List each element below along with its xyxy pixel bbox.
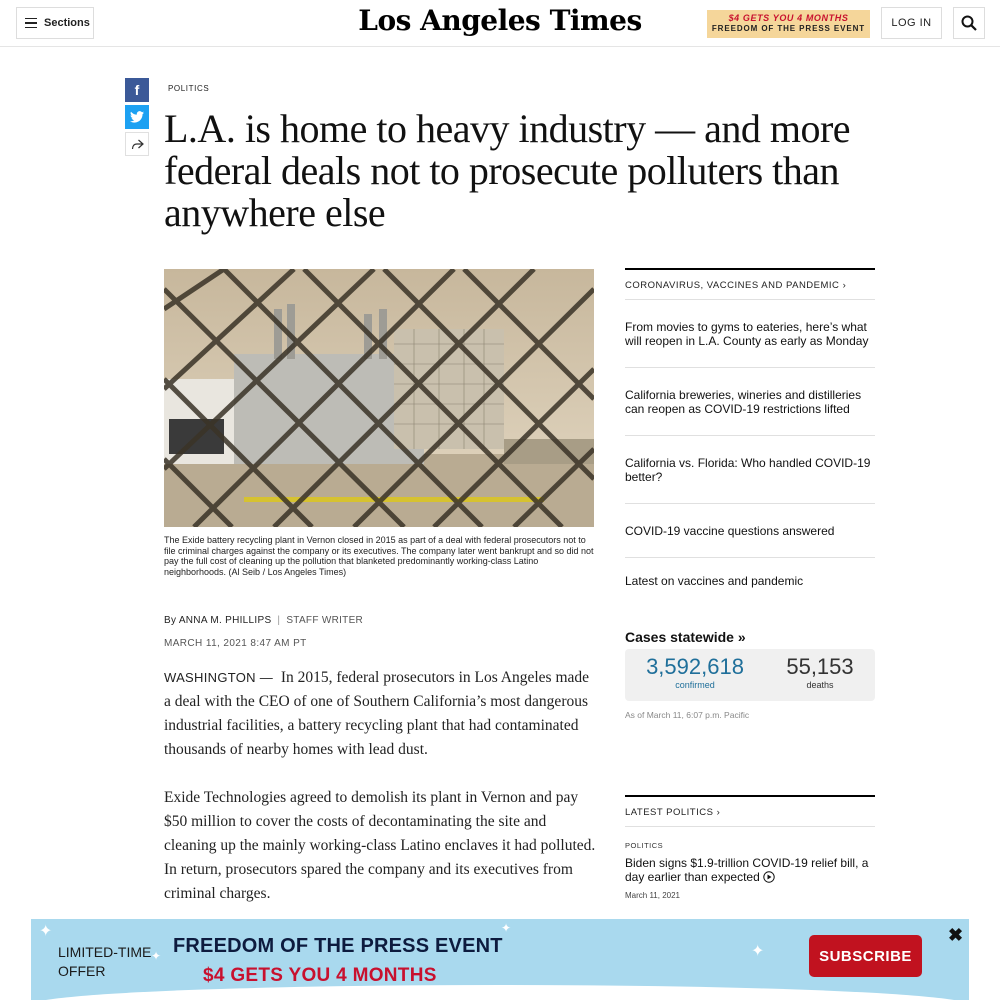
byline-prefix: By [164, 615, 177, 626]
author-link[interactable]: ANNA M. PHILLIPS [178, 615, 272, 626]
hamburger-icon [25, 18, 37, 29]
sections-button[interactable] [16, 7, 94, 39]
subscribe-button[interactable]: SUBSCRIBE [809, 935, 922, 977]
facebook-icon: f [134, 82, 140, 98]
article-photo [164, 269, 594, 527]
covid-heading[interactable]: CORONAVIRUS, VACCINES AND PANDEMIC › [625, 270, 875, 300]
star-decoration: ✦ [501, 921, 512, 935]
covid-link[interactable]: California breweries, wineries and distilleries can reopen as COVID-19 restrictions lifted [625, 368, 875, 436]
covid-link[interactable]: Latest on vaccines and pandemic [625, 574, 804, 588]
star-decoration: ✦ [751, 943, 765, 960]
latest-item-date: March 11, 2021 [625, 891, 680, 900]
limited-offer-label: LIMITED-TIME OFFER [58, 944, 152, 979]
article-headline: L.A. is home to heavy industry — and more federal deals not to prosecute polluters than anywhere else [164, 106, 851, 235]
covid-link[interactable]: California vs. Florida: Who handled COVID-19 better? [625, 436, 875, 504]
masthead-logo[interactable]: Los Angeles Times [358, 4, 642, 37]
banner-headline: FREEDOM OF THE PRESS EVENT [173, 935, 503, 957]
cases-stats-box [625, 649, 875, 701]
confirmed-stat [645, 655, 745, 690]
star-decoration: ✦ [39, 923, 53, 940]
author-role: STAFF WRITER [286, 615, 364, 626]
promo-line-1: $4 GETS YOU 4 MONTHS [728, 13, 849, 23]
confirmed-value: 3,592,618 [646, 654, 744, 679]
article-paragraph [164, 666, 596, 762]
article-paragraph: Exide Technologies agreed to demolish its plant in Vernon and pay $50 million to cover the costs of decontaminating the site and cleaning up the mainly working-class Latino enclaves it had polluted. In return, prosecutors spared the company and its executives from criminal charges. [164, 789, 596, 902]
publish-date: MARCH 11, 2021 8:47 AM PT [164, 638, 307, 649]
covid-link[interactable]: COVID-19 vaccine questions answered [625, 504, 875, 558]
close-icon[interactable]: ✖ [948, 925, 964, 945]
star-decoration: ✦ [151, 949, 162, 963]
share-arrow-icon [131, 139, 144, 150]
cases-statewide-link[interactable]: Cases statewide » [625, 629, 746, 645]
byline [164, 615, 363, 626]
search-icon [961, 15, 977, 31]
share-button[interactable] [125, 132, 149, 156]
covid-link[interactable]: From movies to gyms to eateries, here’s what will reopen in L.A. County as early as Monday [625, 300, 875, 368]
chevron-right-icon: › [716, 807, 721, 818]
promo-line-2: FREEDOM OF THE PRESS EVENT [711, 24, 866, 33]
deaths-label: deaths [806, 680, 834, 690]
photo-caption: The Exide battery recycling plant in Vernon closed in 2015 as part of a deal with federal prosecutors not to file criminal charges against the company or its executives. The company later went bankrupt and so did not pay the full cost of cleaning up the pollution that blanketed predominantly working-class Latino neighborhoods. (Al Seib / Los Angeles Times) [164, 535, 594, 577]
latest-item-title[interactable]: Biden signs $1.9-trillion COVID-19 relief bill, a day earlier than expected [625, 856, 869, 884]
latest-politics-heading[interactable]: LATEST POLITICS › [625, 797, 875, 827]
deaths-stat [770, 655, 870, 690]
login-button[interactable]: LOG IN [881, 7, 942, 39]
covid-module [625, 268, 875, 604]
cases-timestamp: As of March 11, 6:07 p.m. Pacific [625, 710, 750, 720]
snow-decoration [31, 985, 969, 1000]
search-button[interactable] [953, 7, 985, 39]
byline-separator: | [277, 615, 281, 626]
latest-item-kicker[interactable]: POLITICS [625, 841, 664, 850]
sections-label: Sections [44, 17, 90, 29]
promo-badge[interactable] [707, 10, 870, 38]
twitter-share-button[interactable] [125, 105, 149, 129]
play-video-icon [763, 871, 775, 883]
latest-politics-module [625, 795, 875, 900]
facebook-share-button[interactable] [125, 78, 149, 102]
paragraph-text: In 2015, federal prosecutors in Los Angeles made a deal with the CEO of one of Southern California’s most dangerous industrial facilities, a battery recycling plant that had contaminated thousands of nearby homes with lead dust. [164, 669, 590, 758]
subscription-banner [31, 919, 969, 1000]
section-kicker[interactable]: POLITICS [168, 84, 210, 93]
dateline-location: WASHINGTON — [164, 670, 274, 685]
site-header [0, 0, 1000, 47]
confirmed-label: confirmed [675, 680, 715, 690]
twitter-icon [130, 111, 144, 123]
chevron-right-icon: › [842, 280, 847, 291]
deaths-value: 55,153 [786, 654, 854, 679]
banner-offer: $4 GETS YOU 4 MONTHS [203, 965, 437, 986]
